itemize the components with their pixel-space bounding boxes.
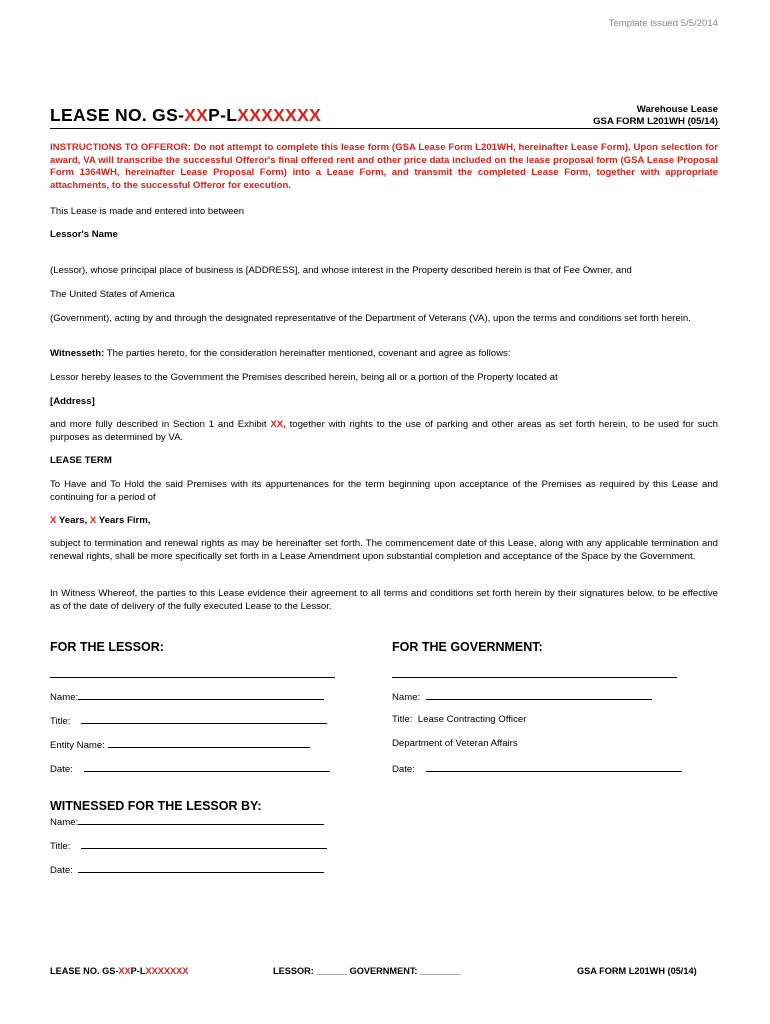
- address-placeholder: [Address]: [50, 396, 95, 407]
- government-date-label: Date:: [392, 764, 415, 775]
- government-title-field: [392, 714, 526, 726]
- footer-form-id: GSA FORM L201WH (05/14): [577, 966, 697, 976]
- lessor-date-label: Date:: [50, 764, 73, 775]
- lease-xx: XX: [184, 105, 209, 125]
- term-years-text: Years,: [56, 515, 90, 526]
- for-government-heading: FOR THE GOVERNMENT:: [392, 640, 543, 654]
- witness-title-label: Title:: [50, 841, 71, 852]
- lessors-name-label: Lessor's Name: [50, 229, 118, 240]
- lessor-title-field[interactable]: [50, 714, 327, 728]
- term-x1: X: [50, 515, 57, 526]
- government-paragraph: (Government), acting by and through the designated representative of the Department of Veterans (VA), upon the terms and conditions set forth herein.: [50, 313, 691, 324]
- witnesseth-paragraph: [50, 348, 718, 361]
- witness-title-field[interactable]: [50, 839, 327, 853]
- exhibit-paragraph: [50, 419, 718, 444]
- lease-x: XXXXXXX: [237, 105, 322, 125]
- lessor-paragraph: (Lessor), whose principal place of business is [ADDRESS], and whose interest in the Property described herein is that of Fee Owner, and: [50, 265, 632, 276]
- term-firm-text: Years Firm,: [96, 515, 151, 526]
- government-name-field[interactable]: [392, 690, 652, 704]
- lease-number-title: [50, 105, 321, 126]
- entity-name-label: Entity Name:: [50, 740, 105, 751]
- government-department: Department of Veteran Affairs: [392, 738, 518, 749]
- government-title-value: Lease Contracting Officer: [417, 714, 527, 725]
- footer-lease-xx: XX: [118, 966, 131, 976]
- footer-initials: LESSOR: ______ GOVERNMENT: ________: [273, 966, 461, 976]
- footer-lease-number: [50, 966, 188, 976]
- term-years: [50, 515, 718, 528]
- lease-prefix: LEASE NO. GS-: [50, 105, 185, 125]
- lessor-signature-line[interactable]: [50, 668, 335, 682]
- lessor-name-field[interactable]: [50, 690, 324, 704]
- witnesseth-text: The parties hereto, for the consideration hereinafter mentioned, covenant and agree as follows:: [104, 348, 511, 359]
- footer-lease-mid: P-L: [130, 966, 146, 976]
- header-divider: [50, 128, 720, 129]
- form-id-block: [593, 104, 718, 128]
- lease-term-heading: LEASE TERM: [50, 455, 112, 466]
- for-lessor-heading: FOR THE LESSOR:: [50, 640, 164, 654]
- term-x2: X: [89, 515, 97, 526]
- witness-name-field[interactable]: [50, 815, 324, 829]
- witnesseth-label: Witnesseth:: [50, 348, 105, 359]
- witness-name-label: Name:: [50, 817, 79, 828]
- premises-paragraph: Lessor hereby leases to the Government the Premises described herein, being all or a portion of the Property located at: [50, 372, 558, 383]
- witnessed-heading: WITNESSED FOR THE LESSOR BY:: [50, 799, 262, 813]
- exhibit-xx: XX,: [270, 419, 286, 430]
- gsa-form-label: GSA FORM L201WH (05/14): [593, 116, 718, 127]
- lessor-date-field[interactable]: [50, 762, 330, 776]
- witness-date-label: Date:: [50, 865, 73, 876]
- template-issued: Template issued 5/5/2014: [608, 18, 718, 29]
- footer-lease-x: XXXXXXX: [145, 966, 189, 976]
- instructions-to-offeror: INSTRUCTIONS TO OFFEROR: Do not attempt to complete this lease form (GSA Lease Form L201WH, hereinafter Lease Form). Upon selection for award, VA will transcribe the successful Offeror's final offered rent and other price data included on the lease proposal form (GSA Lease Proposal Form 1364WH, hereinafter Lease Proposal Form) into a Lease Form, and transmit the completed Lease Form, together with appropriate attachments, to the successful Offeror for execution.: [50, 142, 718, 191]
- witness-date-field[interactable]: [50, 863, 324, 877]
- exhibit-text-a: and more fully described in Section 1 and Exhibit: [50, 419, 271, 430]
- lease-mid: P-L: [208, 105, 238, 125]
- intro-paragraph: This Lease is made and entered into between: [50, 206, 245, 217]
- lessor-entity-name-field[interactable]: [50, 738, 310, 752]
- government-date-field[interactable]: [392, 762, 682, 776]
- in-witness-paragraph: In Witness Whereof, the parties to this Lease evidence their agreement to all terms and conditions set forth herein by their signatures below, to be effective as of the date of delivery of the fully executed Lease to the Lessor.: [50, 588, 718, 612]
- exhibit-text-b: together with rights to the use of parking and other areas as set forth herein, to be used for such purposes as determined by VA.: [50, 419, 718, 443]
- footer-lease-prefix: LEASE NO. GS-: [50, 966, 119, 976]
- government-title-label: Title:: [392, 714, 413, 725]
- usa-paragraph: The United States of America: [50, 289, 175, 300]
- government-name-label: Name:: [392, 692, 421, 703]
- termination-paragraph: subject to termination and renewal rights as may be hereinafter set forth. The commencement date of this Lease, along with any applicable termination and renewal rights, shall be more specifically set forth in a Lease Amendment upon substantial completion and acceptance of the Space by the Government.: [50, 538, 718, 562]
- lessor-title-label: Title:: [50, 716, 71, 727]
- government-signature-line[interactable]: [392, 668, 677, 682]
- term-paragraph: To Have and To Hold the said Premises with its appurtenances for the term beginning upon acceptance of the Premises as required by this Lease and continuing for a period of: [50, 479, 718, 503]
- lessor-name-label: Name:: [50, 692, 79, 703]
- warehouse-lease-label: Warehouse Lease: [636, 104, 718, 115]
